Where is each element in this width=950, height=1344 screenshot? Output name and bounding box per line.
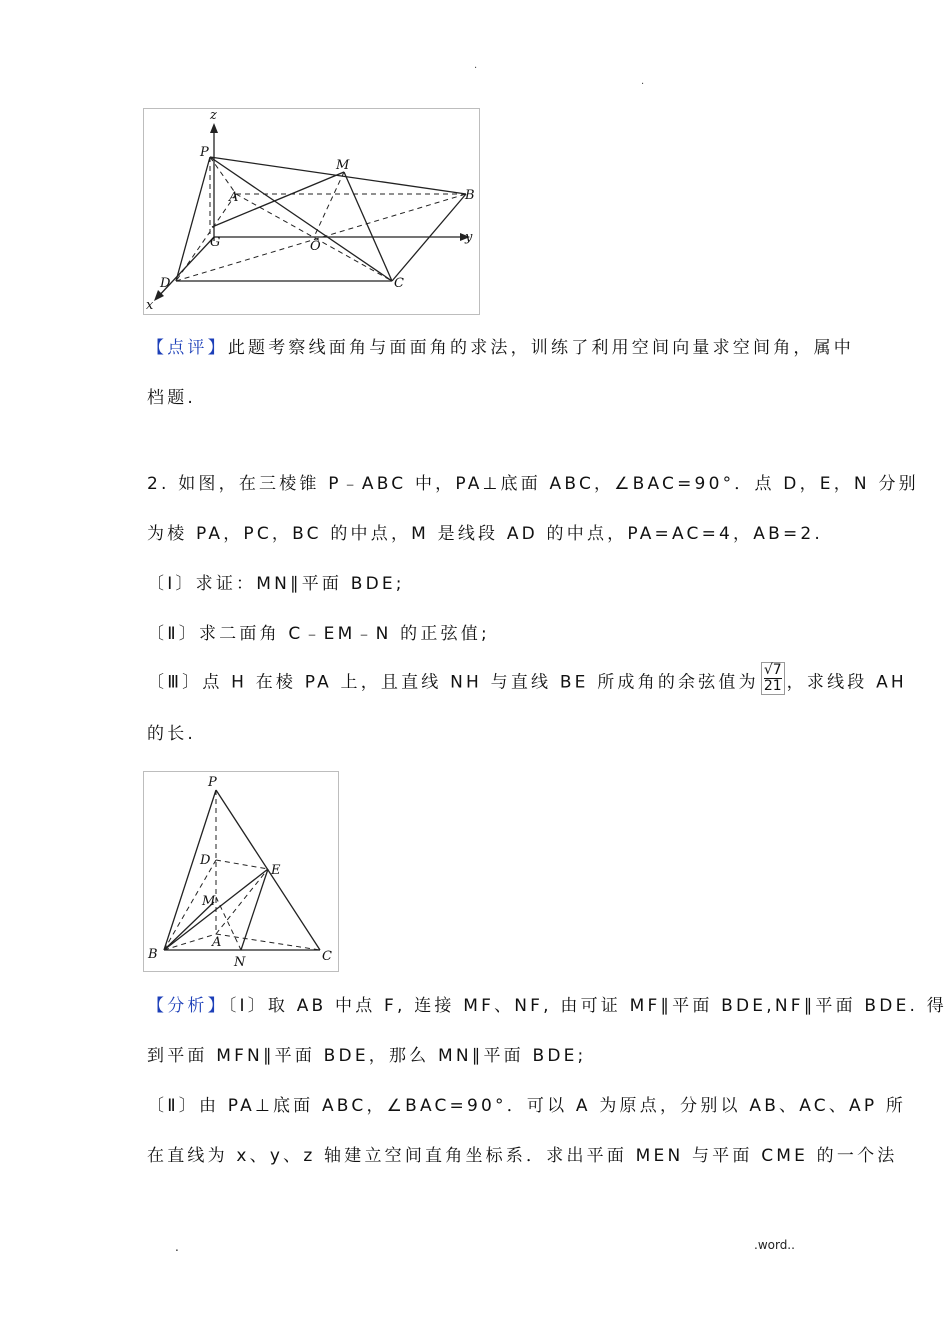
- cosine-fraction: [761, 662, 785, 695]
- figure-2-diagram: [144, 772, 338, 971]
- analysis-text-1: 〔Ⅰ〕取 AB 中点 F, 连接 MF、NF, 由可证 MF∥平面 BDE,NF∥平面 BDE. 得: [227, 996, 947, 1016]
- label-B: B: [465, 188, 475, 203]
- analysis-line-3: 〔Ⅱ〕由 PA⊥底面 ABC，∠BAC=90°．可以 A 为原点，分别以 AB、AC、AP 所: [147, 1096, 907, 1116]
- label-M: M: [336, 158, 350, 173]
- part-3-text-pre: 〔Ⅲ〕点 H 在棱 PA 上，且直线 NH 与直线 BE 所成角的余弦值为: [147, 672, 759, 693]
- figure-2: [143, 771, 339, 972]
- problem-line-2: 为棱 PA，PC，BC 的中点，M 是线段 AD 的中点，PA=AC=4，AB=2.: [147, 524, 824, 544]
- label-C: C: [394, 276, 404, 291]
- comment-line-1: [147, 336, 854, 360]
- problem-part-3: [147, 662, 907, 695]
- analysis-line-1: [147, 994, 947, 1018]
- footer-dot: .: [175, 1240, 179, 1254]
- label-D: D: [200, 853, 211, 868]
- fraction-denominator: 21: [763, 678, 782, 694]
- comment-line-2: 档题.: [147, 388, 197, 408]
- arrow-z: [210, 123, 218, 133]
- label-O: O: [310, 239, 321, 254]
- dash-MO: [314, 172, 344, 237]
- comment-text-1: 此题考察线面角与面面角的求法，训练了利用空间向量求空间角，属中: [227, 338, 855, 358]
- edge-EN: [241, 869, 268, 950]
- edge-PB: [164, 790, 216, 950]
- label-B: B: [148, 947, 158, 962]
- label-z: z: [210, 109, 217, 123]
- fraction-numerator: √7: [763, 662, 782, 678]
- label-x: x: [146, 298, 154, 313]
- part-3-text-post: ，求线段 AH: [786, 672, 907, 693]
- header-dot-right: .: [641, 76, 645, 87]
- analysis-line-4: 在直线为 x、y、z 轴建立空间直角坐标系．求出平面 MEN 与平面 CME 的一个法: [147, 1146, 898, 1166]
- header-dot-left: .: [474, 60, 478, 71]
- figure-1: [143, 108, 480, 315]
- dash-AC: [216, 934, 320, 950]
- label-E: E: [271, 863, 281, 878]
- comment-tag: 【点评】: [147, 338, 228, 358]
- problem-line-1: 2. 如图，在三棱锥 P﹣ABC 中，PA⊥底面 ABC，∠BAC=90°．点 D，E，N 分别: [147, 474, 919, 494]
- label-A: A: [229, 190, 239, 205]
- edge-PD: [176, 157, 210, 281]
- footer-word: .word..: [754, 1238, 795, 1252]
- problem-part-2: 〔Ⅱ〕求二面角 C﹣EM﹣N 的正弦值;: [147, 624, 490, 644]
- problem-part-1: 〔Ⅰ〕求证：MN∥平面 BDE;: [147, 574, 405, 594]
- analysis-line-2: 到平面 MFN∥平面 BDE，那么 MN∥平面 BDE;: [147, 1046, 587, 1066]
- figure-1-diagram: [144, 109, 479, 314]
- label-N: N: [234, 955, 246, 970]
- label-P: P: [208, 775, 217, 790]
- label-C: C: [322, 949, 332, 964]
- label-A: A: [212, 935, 222, 950]
- label-D: D: [160, 276, 171, 291]
- dash-DE: [216, 860, 268, 869]
- label-G: G: [210, 235, 221, 250]
- analysis-tag: 【分析】: [147, 996, 228, 1016]
- label-P: P: [200, 145, 209, 160]
- dash-AE: [216, 869, 268, 934]
- label-M: M: [202, 894, 216, 909]
- label-y: y: [465, 230, 473, 245]
- problem-part-3-line-2: 的长.: [147, 724, 197, 744]
